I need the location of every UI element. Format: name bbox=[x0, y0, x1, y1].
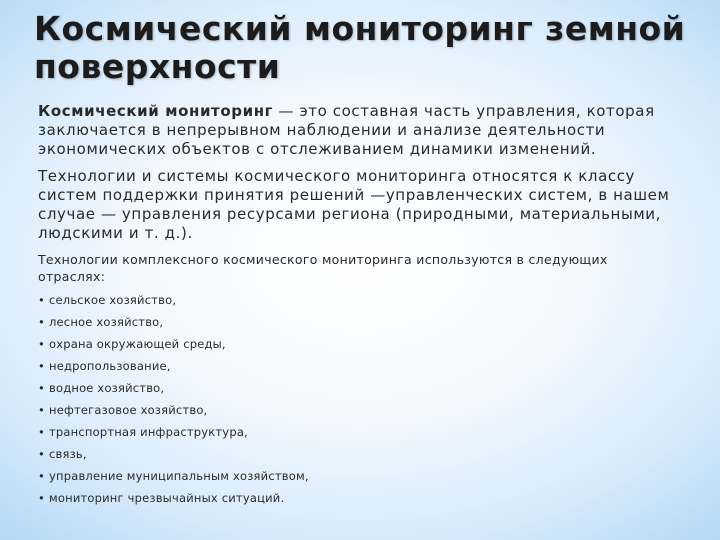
bullet-marker: • bbox=[38, 293, 45, 307]
slide-content bbox=[38, 102, 678, 514]
bullet-marker: • bbox=[38, 425, 45, 439]
bullet-marker: • bbox=[38, 403, 45, 417]
bullet-marker: • bbox=[38, 315, 45, 329]
industries-list bbox=[38, 294, 678, 505]
industries-intro: Технологии комплексного космического мониторинга используются в следующих отраслях: bbox=[38, 252, 608, 284]
list-item-text: лесное хозяйство, bbox=[48, 315, 164, 329]
list-item-text: охрана окружающей среды, bbox=[48, 337, 226, 351]
list-item bbox=[38, 294, 678, 307]
list-item bbox=[38, 470, 678, 483]
list-item bbox=[38, 426, 678, 439]
definition-term: Космический мониторинг bbox=[38, 102, 274, 120]
list-item-text: нефтегазовое хозяйство, bbox=[48, 403, 208, 417]
list-item bbox=[38, 404, 678, 417]
list-item bbox=[38, 360, 678, 373]
bullet-marker: • bbox=[38, 447, 45, 461]
list-item-text: сельское хозяйство, bbox=[48, 293, 177, 307]
list-item bbox=[38, 448, 678, 461]
bullet-marker: • bbox=[38, 337, 45, 351]
definition-paragraph bbox=[38, 102, 678, 159]
technology-paragraph: Технологии и системы космического мониторинга относятся к классу систем поддержки принятия решений —управленческих систем, в нашем случае — управления ресурсами региона (природными, материальными, людскими и т. д.). bbox=[38, 167, 670, 242]
list-item-text: водное хозяйство, bbox=[48, 381, 165, 395]
list-item-text: недропользование, bbox=[48, 359, 171, 373]
bullet-marker: • bbox=[38, 491, 45, 505]
bullet-marker: • bbox=[38, 381, 45, 395]
bullet-marker: • bbox=[38, 469, 45, 483]
list-item-text: транспортная инфраструктура, bbox=[48, 425, 248, 439]
bullet-marker: • bbox=[38, 359, 45, 373]
slide-title: Космический мониторинг земной поверхности bbox=[34, 9, 686, 86]
list-item-text: мониторинг чрезвычайных ситуаций. bbox=[48, 491, 285, 505]
definition-text: — это составная часть управления, которая заключается в непрерывном наблюдении и анализе деятельности экономических объектов с отслеживанием динамики изменений. bbox=[38, 102, 655, 158]
list-item bbox=[38, 382, 678, 395]
list-item-text: управление муниципальным хозяйством, bbox=[48, 469, 309, 483]
list-item bbox=[38, 316, 678, 329]
list-item bbox=[38, 338, 678, 351]
list-item-text: связь, bbox=[48, 447, 87, 461]
list-item bbox=[38, 492, 678, 505]
